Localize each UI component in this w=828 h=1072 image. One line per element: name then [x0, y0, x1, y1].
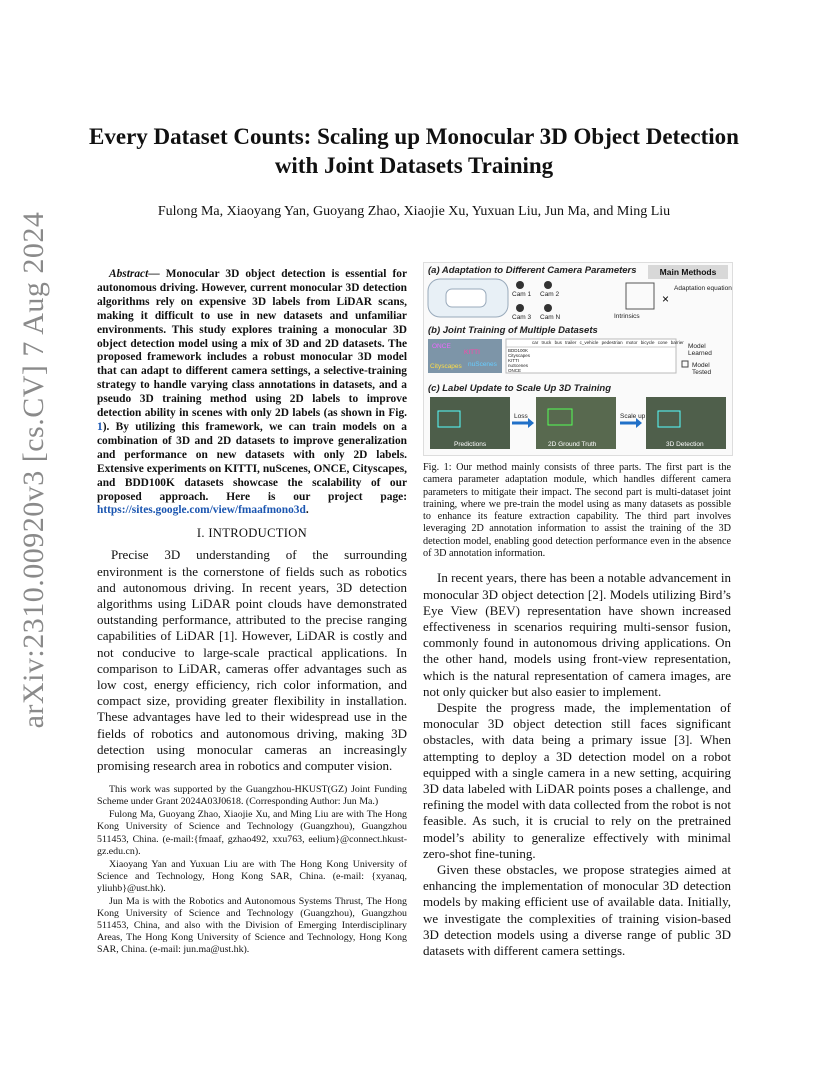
caption-text: Our method mainly consists of three parts. The first part is the camera parameter adaptation module, which handles different camera parameters to mitigate their impact. The second part is multi-dataset joint training, where we pre-train the model using as many datasets as possible to enhance its feature extraction capability. The third part involves leveraging 2D annotation information to assist the training of the 3D detection model, enabling good detection performance even in the absence of 3D annotation information.	[423, 462, 731, 560]
camera-icon	[516, 304, 524, 312]
footnote-affiliation-1: Fulong Ma, Guoyang Zhao, Xiaojie Xu, and Ming Liu are with The Hong Kong University of Science and Technology (Guangzhou), Guangzhou 511453, China. (e-mail:{fmaaf, gzhao492, xxu763, eelium}@connect.hkust-gz.edu.cn).	[97, 809, 407, 857]
table-row-labels: BDD100K Cityscapes KITTI nuScenes ONCE	[508, 348, 531, 373]
intrinsics-matrix	[626, 283, 654, 309]
camera-icon	[516, 281, 524, 289]
abstract-text-2: ). By utilizing this framework, we can train models on a combination of 3D and 2D datasets to improve generalization and performance on new datasets with only 2D labels. Extensive experiments on KITTI, nuScenes, ONCE, Cityscapes, and BDD100K datasets showcase the scalability of our proposed approach. Here is our project page:	[97, 420, 407, 503]
author-list: Fulong Ma, Xiaoyang Yan, Guoyang Zhao, Xiaojie Xu, Yuxuan Liu, Jun Ma, and Ming Liu	[157, 204, 671, 219]
figure-1-caption	[423, 462, 731, 560]
figure-1	[423, 262, 733, 456]
table-column-labels: car truck bus trailer c_vehicle pedestrian motor bicycle cone barrier	[532, 340, 684, 345]
3d-detection-label: 3D Detection	[666, 441, 704, 448]
adaptation-equation-label: Adaptation equation	[674, 285, 732, 292]
abstract-end: .	[305, 504, 309, 517]
main-methods-badge: Main Methods	[648, 265, 728, 279]
dataset-cityscapes: Cityscapes	[430, 363, 462, 370]
dataset-kitti: KITTI	[464, 349, 480, 356]
right-column	[423, 262, 731, 959]
intrinsics-label: Intrinsics	[614, 313, 640, 320]
camera-icon	[544, 304, 552, 312]
tested-box-icon	[682, 361, 688, 367]
2d-ground-truth-label: 2D Ground Truth	[548, 441, 597, 448]
title-line-2: with Joint Datasets Training	[274, 153, 554, 178]
caption-label: Fig. 1:	[423, 462, 452, 473]
loss-label: Loss	[514, 413, 528, 420]
arxiv-sidebar	[14, 0, 54, 1072]
panel-c-label: (c) Label Update to Scale Up 3D Training	[428, 383, 611, 394]
footnote-affiliation-2: Xiaoyang Yan and Yuxuan Liu are with The Hong Kong University of Science and Technology, Hong Kong SAR, China. (e-mail: {xyanaq, yliuhb}@ust.hk).	[97, 858, 407, 894]
right-paragraph-1: In recent years, there has been a notable advancement in monocular 3D object detection [2]. Models utilizing Bird’s Eye View (BEV) representation have shown increased effectiveness in scenarios requiring multi-sensor fusion, commonly found in autonomous driving applications. On the other hand, models using front-view representation, which is the natural representation of camera images, are not only quicker but also easier to implement.	[423, 570, 731, 699]
camera-icon	[544, 281, 552, 289]
cam-2-label: Cam 2	[540, 291, 560, 298]
abstract-lead: Abstract	[109, 268, 149, 280]
footnotes	[97, 784, 407, 956]
abstract	[97, 268, 407, 518]
scale-up-label: Scale up	[620, 413, 646, 420]
panel-a-label: (a) Adaptation to Different Camera Parameters	[428, 265, 637, 276]
right-paragraph-2: Despite the progress made, the implementation of monocular 3D object detection still faces significant obstacles, with data being a primary issue [3]. When attempting to deploy a 3D detection model on a robot equipped with a single camera in a new setting, acquiring 3D data labeled with LiDAR points poses a challenge, and refining the model with data collected from the robot is not feasible. As such, it is crucial to rely on the pretrained model’s ability to generalize effectively with minimal zero-shot fine-tuning.	[423, 700, 731, 861]
dataset-once: ONCE	[432, 343, 451, 350]
dataset-nuscenes: nuScenes	[468, 361, 497, 368]
left-column	[97, 268, 407, 957]
abstract-dash: —	[148, 268, 160, 280]
right-paragraph-3: Given these obstacles, we propose strategies aimed at enhancing the implementation of monocular 3D detection models by making efficient use of available data. Initially, we investigate the complexities of training vision-based 3D detection models using a diverse range of public 3D datasets with different camera settings.	[423, 862, 731, 959]
abstract-text: Monocular 3D object detection is essential for autonomous driving. However, current monocular 3D detection algorithms rely on expensive 3D labels from LiDAR scans, making it difficult to use in new datasets and unfamiliar environments. This study explores training a monocular 3D object detection model using a mix of 3D and 2D datasets. The proposed framework includes a robust monocular 3D model that can adapt to different camera settings, a selective-training strategy to handle varying class annotations in datasets, and a pseudo 3D training method using 2D labels to improve detection ability in scenes with only 2D labels (as shown in Fig.	[97, 268, 407, 420]
figure-1-ref-link[interactable]: 1	[97, 420, 103, 433]
legend-learned: Model Learned	[688, 343, 712, 357]
arxiv-identifier: arXiv:2310.00920v3 [cs.CV] 7 Aug 2024	[17, 211, 50, 729]
title-line-1: Every Dataset Counts: Scaling up Monocular 3D Object Detection	[89, 124, 739, 149]
panel-b-label: (b) Joint Training of Multiple Datasets	[428, 325, 598, 336]
paper-title	[60, 122, 768, 180]
section-heading-introduction: I. INTRODUCTION	[196, 526, 308, 541]
cam-1-label: Cam 1	[512, 291, 532, 298]
intro-paragraph-1: Precise 3D understanding of the surrounding environment is the cornerstone of fields such as robotics and autonomous driving. In recent years, 3D detection algorithms using LiDAR point clouds have demonstrated outstanding performance, attributed to the precise ranging capabilities of LiDAR [1]. However, LiDAR is costly and not conducive to large-scale practical applications. In comparison to LiDAR, cameras offer advantages such as low cost, energy efficiency, rich color information, and compact size, providing greater flexibility in installation. These advantages have led to their widespread use in the fields of robotics and autonomous driving, making 3D detection using monocular cameras an increasingly promising research area in robotics and computer vision.	[97, 547, 407, 773]
footnote-affiliation-3: Jun Ma is with the Robotics and Autonomous Systems Thrust, The Hong Kong University of Science and Technology (Guangzhou), Guangzhou 511453, China, and also with the Division of Emerging Interdisciplinary Areas, The Hong Kong University of Science and Technology, Hong Kong SAR, China. (e-mail: jun.ma@ust.hk).	[97, 896, 407, 956]
predictions-label: Predictions	[454, 441, 487, 448]
cam-n-label: Cam N	[540, 314, 561, 321]
svg-text:×: ×	[662, 292, 670, 306]
legend-tested: Model Tested	[692, 362, 712, 376]
cam-3-label: Cam 3	[512, 314, 532, 321]
footnote-funding: This work was supported by the Guangzhou-HKUST(GZ) Joint Funding Scheme under Grant 2024A03J0618. (Corresponding Author: Jun Ma.)	[97, 784, 407, 808]
project-page-link[interactable]: https://sites.google.com/view/fmaafmono3d	[97, 504, 306, 517]
